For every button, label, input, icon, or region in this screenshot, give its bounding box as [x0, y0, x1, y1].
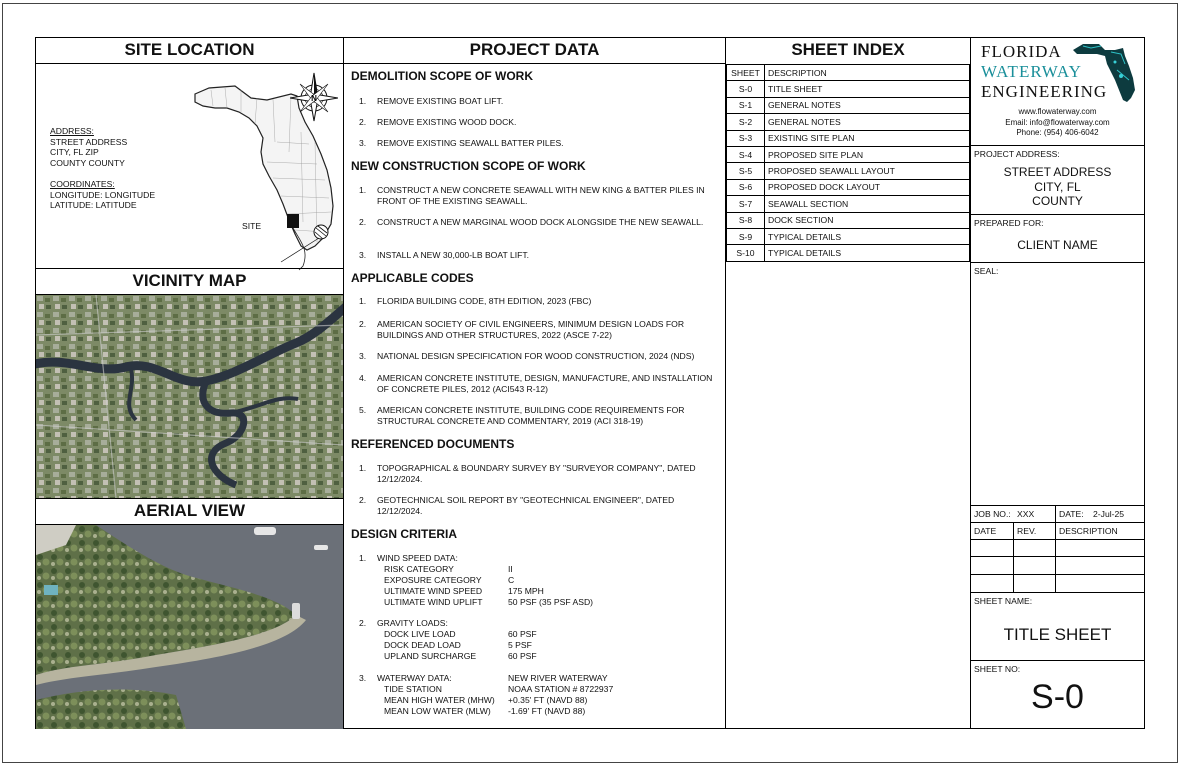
address-line: COUNTY COUNTY: [50, 157, 125, 168]
address-line: STREET ADDRESS: [50, 136, 128, 147]
aerial-view-title: AERIAL VIEW: [133, 501, 246, 520]
project-address-label: PROJECT ADDRESS:: [974, 149, 1060, 159]
logo-line-engineering: ENGINEERING: [981, 82, 1108, 101]
sheet-index-title: SHEET INDEX: [791, 40, 905, 59]
applicable-codes-heading: APPLICABLE CODES: [351, 271, 474, 285]
project-address: [971, 165, 1144, 209]
table-row: S-0 TITLE SHEET: [727, 81, 970, 97]
site-column: [36, 38, 344, 728]
sheet-name-label: SHEET NAME:: [974, 596, 1033, 606]
address-line: CITY, FL ZIP: [50, 147, 99, 157]
compass-north-label: N: [311, 94, 317, 103]
date-value: 2-Jul-25: [1093, 509, 1125, 519]
design-criteria-heading: DESIGN CRITERIA: [351, 527, 458, 541]
phone-number: Phone: (954) 406-6042: [1016, 128, 1099, 137]
table-row: S-9 TYPICAL DETAILS: [727, 228, 970, 244]
address-block: [50, 126, 155, 211]
table-row: S-4 PROPOSED SITE PLAN: [727, 146, 970, 162]
table-header-row: [727, 65, 970, 81]
site-label: SITE: [242, 221, 262, 231]
demolition-heading: DEMOLITION SCOPE OF WORK: [351, 69, 533, 83]
date-label: DATE:: [1059, 509, 1084, 519]
site-location-title: SITE LOCATION: [124, 40, 255, 59]
table-row: S-10 TYPICAL DETAILS: [727, 245, 970, 261]
rev-col-date: DATE: [974, 526, 997, 536]
florida-logo-icon: [1071, 40, 1137, 104]
vicinity-map-title: VICINITY MAP: [132, 271, 247, 290]
column-header: SHEET: [727, 65, 765, 81]
table-row: S-1 GENERAL NOTES: [727, 97, 970, 113]
table-row: S-2 GENERAL NOTES: [727, 114, 970, 130]
company-logo: [971, 38, 1144, 144]
contact-info: [971, 107, 1144, 139]
prepared-for-label: PREPARED FOR:: [974, 218, 1044, 228]
vicinity-map-image: [36, 295, 343, 498]
table-row: S-7 SEAWALL SECTION: [727, 196, 970, 212]
address-line: CITY, FL: [1034, 179, 1081, 194]
table-row: S-6 PROPOSED DOCK LAYOUT: [727, 179, 970, 195]
job-no-label: JOB NO.:: [974, 509, 1011, 519]
rev-col-description: DESCRIPTION: [1059, 526, 1118, 536]
website-link[interactable]: www.flowaterway.com: [1018, 107, 1097, 116]
north-arrow-icon: [290, 71, 338, 123]
address-line: COUNTY: [1032, 194, 1083, 208]
logo-line-waterway: WATERWAY: [981, 62, 1082, 81]
logo-line-florida: FLORIDA: [981, 42, 1062, 61]
project-data-column: PROJECT DATA DEMOLITION SCOPE OF WORK 1. REMOVE EXISTING BOAT LIFT. 2. REMOVE EXISTING WOOD DOCK. 3. REMOVE EXISTING SEAWALL BATTER PILES. NEW CONSTRUCTION SCOPE OF WORK 1. CONSTRUCT A NEW CONCRETE SEAWALL WITH NEW KING & BATTER PILES IN FRONT OF THE EXISTING SEAWALL. 2. CONSTRUCT A NEW MARGINAL WOOD DOCK ALONGSIDE THE NEW SEAWALL. 3. INSTALL A NEW 30,000-LB BOAT LIFT. APPLICABLE CODES 1. FLORIDA BUILDING CODE, 8TH EDITION, 2023 (FBC) 2. AMERICAN SOCIETY OF CIVIL ENGINEERS, MINIMUM DESIGN LOADS FOR BUILDINGS AND OTHER STRUCTURES, 2022 (ASCE 7-22) 3. NATIONAL DESIGN SPECIFICATION FOR WOOD CONSTRUCTION, 2024 (NDS) 4. AMERICAN CONCRETE INSTITUTE, DESIGN, MANUFACTURE, AND INSTALLATION OF CONCRETE PILES, 2012 (ACI543 R-12) 5. AMERICAN CONCRETE INSTITUTE, BUILDING CODE REQUIREMENTS FOR STRUCTURAL CONCRETE AND COMMENTARY, 2019 (ACI 318-19) REFERENCED DOCUMENTS 1. TOPOGRAPHICAL & BOUNDARY SURVEY BY "SURVEYOR COMPANY", DATED 12/12/2024. 2. GEOTECHNICAL SOIL REPORT BY "GEOTECHNICAL ENGINEER", DATED 12/12/2024. DESIGN CRITERIA 1. WIND SPEED DATA: RISK CATEGORY II EXPOSURE CATEGORY C ULTIMATE WIND SPEED 175 MPH ULTIMATE WIND UPLIFT 50 PSF (35 PSF ASD) 2. GRAVITY LOADS: DOCK LIVE LOAD 60 PSF DOCK DEAD LOAD 5 PSF UPLAND SURCHARGE 60 PSF 3. WATERWAY DATA: NEW RIVER WATERWAY TIDE STATION NOAA STATION # 8722937 MEAN HIGH WATER (MHW) +0.35' FT (NAVD 88) MEAN LOW WATER (MLW) -1.69' FT (NAVD 88): [344, 38, 726, 728]
job-no-value: XXX: [1017, 509, 1035, 519]
aerial-view-image: [36, 525, 343, 729]
title-block: [971, 38, 1144, 728]
coordinate-line: LATITUDE: LATITUDE: [50, 200, 137, 210]
table-row: S-3 EXISTING SITE PLAN: [727, 130, 970, 146]
email-link[interactable]: Email: info@flowaterway.com: [1005, 117, 1110, 127]
column-header: DESCRIPTION: [765, 65, 970, 81]
rev-col-rev: REV.: [1017, 526, 1037, 536]
project-data-title: PROJECT DATA: [469, 40, 600, 59]
client-name: CLIENT NAME: [1017, 238, 1098, 252]
sheet-name: TITLE SHEET: [1003, 625, 1112, 644]
coordinates-label: COORDINATES:: [50, 179, 115, 189]
sheet-number: S-0: [1031, 678, 1084, 716]
coordinate-line: LONGITUDE: LONGITUDE: [50, 189, 156, 200]
sheet-index-column: [726, 38, 971, 728]
address-label: ADDRESS:: [50, 126, 94, 136]
referenced-documents-heading: REFERENCED DOCUMENTS: [351, 437, 515, 451]
table-row: S-8 DOCK SECTION: [727, 212, 970, 228]
sheet-no-label: SHEET NO:: [974, 664, 1021, 674]
table-row: S-5 PROPOSED SEAWALL LAYOUT: [727, 163, 970, 179]
seal-label: SEAL:: [974, 266, 999, 276]
address-line: STREET ADDRESS: [1003, 165, 1112, 179]
sheet-index-table: [726, 64, 970, 262]
new-construction-heading: NEW CONSTRUCTION SCOPE OF WORK: [351, 159, 586, 173]
title-sheet: [35, 37, 1145, 729]
